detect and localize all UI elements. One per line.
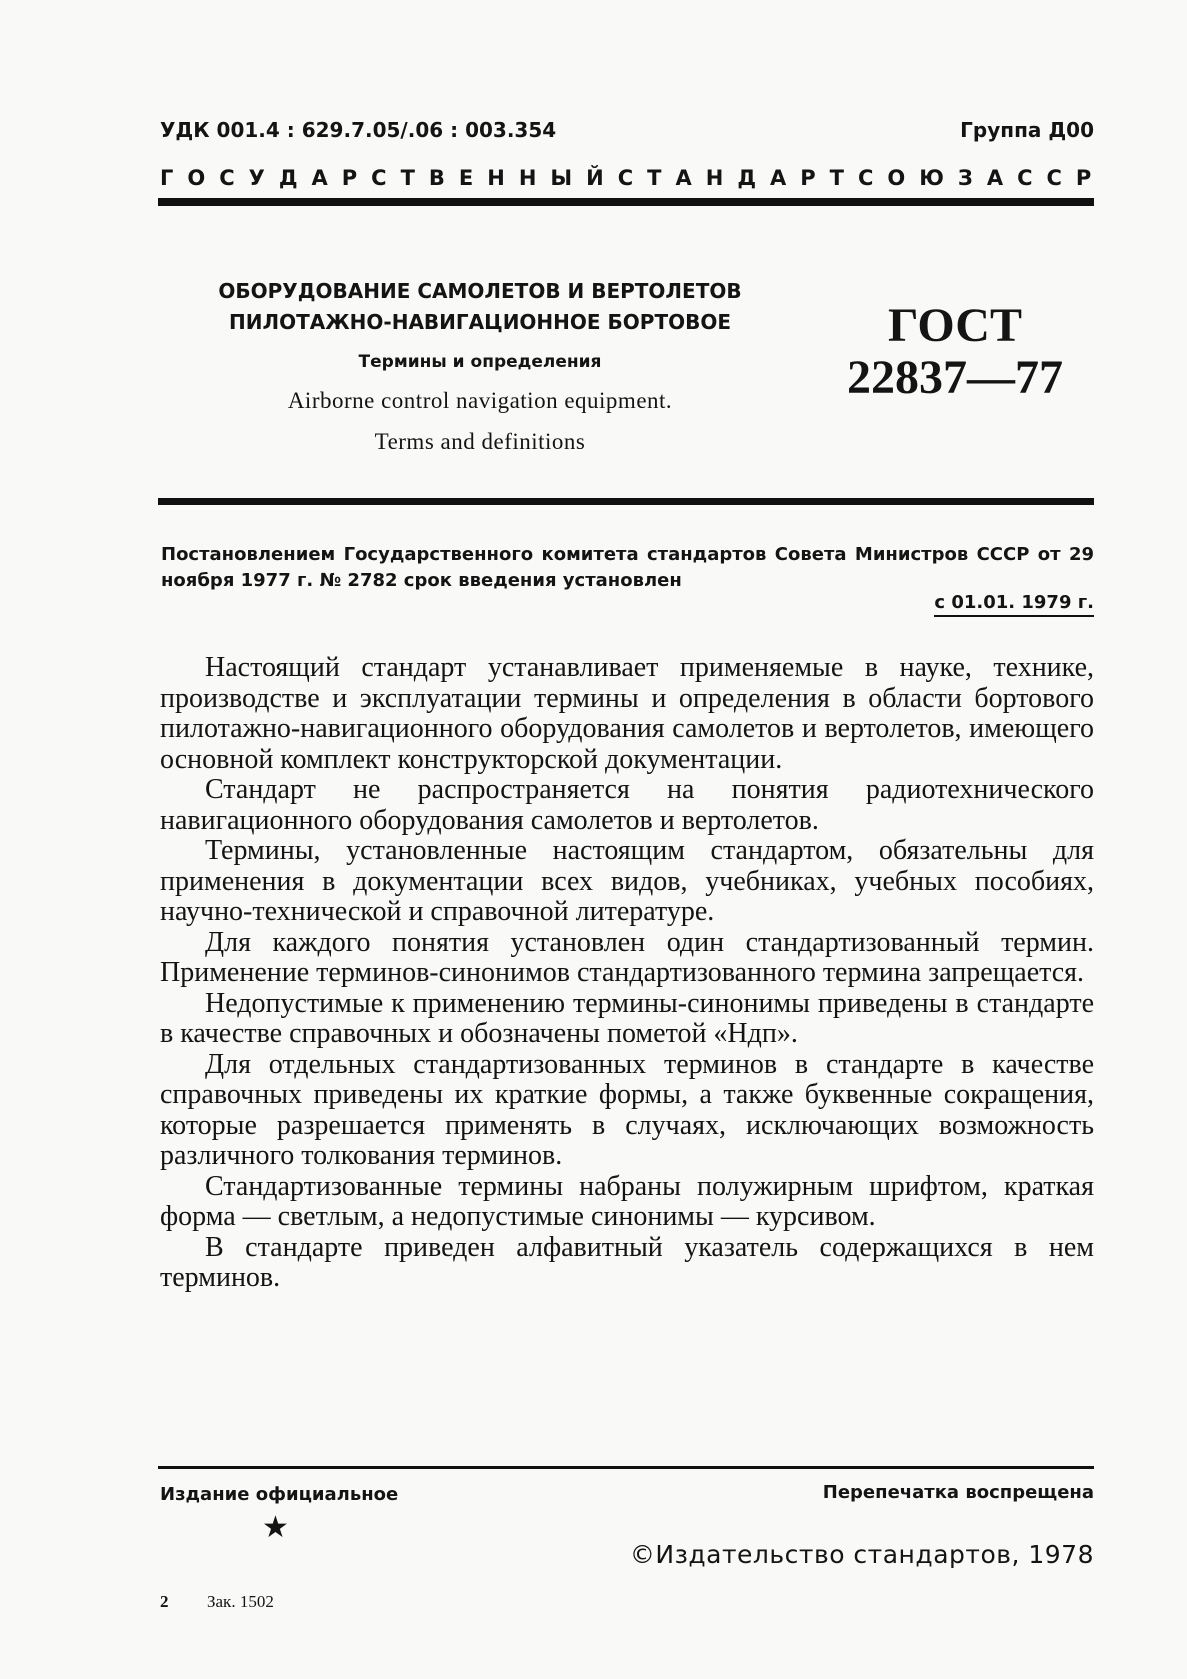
udk-code: УДК 001.4 : 629.7.05/.06 : 003.354 xyxy=(160,118,557,142)
paragraph: Недопустимые к применению термины-синонимы приведены в стандарте в качестве справочных и обозначены пометой «Ндп». xyxy=(160,987,1094,1049)
bottom-rule xyxy=(158,1466,1094,1469)
paragraph: Для отдельных стандартизованных терминов в стандарте в качестве справочных приведены их краткие формы, а также буквенные сокращения, которые разрешается применять в случаях, исключающих возможность различного толкования терминов. xyxy=(160,1048,1094,1171)
print-order xyxy=(160,1592,274,1612)
heading-word: ГОСУДАРСТВЕННЫЙ xyxy=(160,166,618,190)
official-edition-label: Издание официальное xyxy=(160,1484,399,1505)
gost-designation xyxy=(820,300,1090,404)
heading-word: ССР xyxy=(1017,166,1106,190)
gost-number: 22837—77 xyxy=(847,351,1063,404)
paragraph: Термины, установленные настоящим стандартом, обязательны для применения в документации всех видов, учебниках, учебных пособиях, научно-технической и справочной литературе. xyxy=(160,835,1094,927)
reprint-prohibited-label: Перепечатка воспрещена xyxy=(822,1482,1094,1503)
paragraph: Стандартизованные термины набраны полужирным шрифтом, краткая форма — светлым, а недопустимые синонимы — курсивом. xyxy=(160,1170,1094,1232)
paragraph: Настоящий стандарт устанавливает применяемые в науке, технике, производстве и эксплуатации термины и определения в области бортового пилотажно-навигационного оборудования самолетов и вертолетов, имеющего основной комплект конструкторской документации. xyxy=(160,652,1094,775)
decree-text: Постановлением Государственного комитета стандартов Совета Министров СССР от 29 ноября 1977 г. № 2782 срок введения установлен xyxy=(161,544,1094,591)
star-icon: ★ xyxy=(262,1511,289,1544)
heading-word: СТАНДАРТ xyxy=(617,166,859,190)
order-number: Зак. 1502 xyxy=(207,1592,274,1611)
title-block xyxy=(200,276,760,454)
paragraph: В стандарте приведен алфавитный указатель содержащихся в нем терминов. xyxy=(160,1231,1094,1293)
publisher-copyright: ©Издательство стандартов, 1978 xyxy=(629,1540,1094,1569)
heading-word: СОЮЗА xyxy=(858,166,1018,190)
paragraph: Стандарт не распространяется на понятия радиотехнического навигационного оборудования самолетов и вертолетов. xyxy=(160,774,1094,836)
title-line-2: ПИЛОТАЖНО-НАВИГАЦИОННОЕ БОРТОВОЕ xyxy=(228,310,731,334)
title-line-1: ОБОРУДОВАНИЕ САМОЛЕТОВ И ВЕРТОЛЕТОВ xyxy=(218,279,742,303)
subtitle: Термины и определения xyxy=(358,352,602,372)
group-code: Группа Д00 xyxy=(960,118,1094,142)
introduction-date: с 01.01. 1979 г. xyxy=(934,592,1094,617)
body-text xyxy=(160,653,1094,1294)
english-title-line-1: Airborne control navigation equipment. xyxy=(287,388,673,413)
middle-rule xyxy=(158,498,1094,505)
english-title-line-2: Terms and definitions xyxy=(374,429,586,454)
state-standard-heading xyxy=(160,166,1106,190)
gost-label: ГОСТ xyxy=(888,299,1022,352)
page-number: 2 xyxy=(160,1592,169,1611)
paragraph: Для каждого понятия установлен один стандартизованный термин. Применение терминов-синонимов стандартизованного термина запрещается. xyxy=(160,926,1094,988)
top-rule xyxy=(158,198,1094,206)
